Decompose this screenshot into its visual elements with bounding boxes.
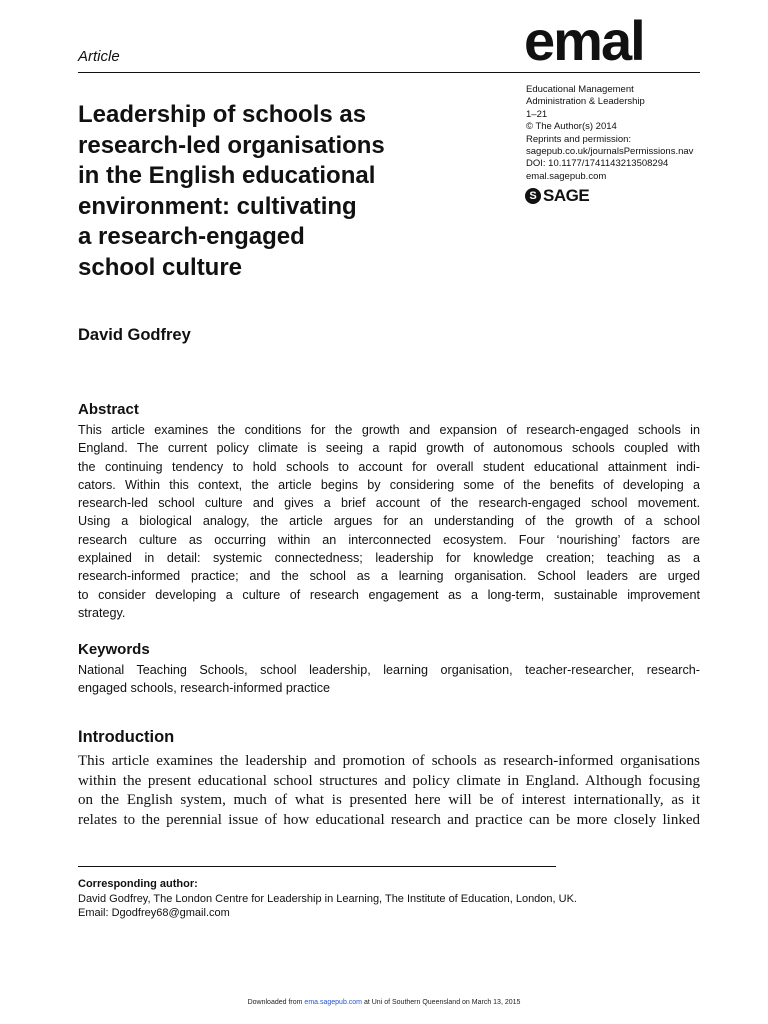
title-line: environment: cultivating <box>78 192 357 220</box>
article-title <box>78 100 478 283</box>
keywords-heading: Keywords <box>78 641 150 658</box>
svg-text:emal: emal <box>524 18 644 66</box>
author-name: David Godfrey <box>78 326 191 344</box>
introduction-text <box>78 752 700 830</box>
corresponding-author-footnote <box>78 877 577 921</box>
abstract-line: England. The current policy climate is seeing a rapid growth of autonomous schools coupled with <box>78 441 700 456</box>
journal-name-line-1: Educational Management <box>526 84 634 95</box>
abstract-line: to consider developing a culture of research engagement as a long-term, sustainable improvement <box>78 587 700 602</box>
emal-logo-icon <box>524 18 702 66</box>
journal-name-line-2: Administration & Leadership <box>526 96 645 108</box>
keywords-text <box>78 661 700 698</box>
header-divider <box>78 72 700 73</box>
corresponding-author-email[interactable]: Email: Dgodfrey68@gmail.com <box>78 907 230 919</box>
abstract-line: explained in detail: systemic connectedness; leadership for knowledge creation; teaching as a <box>78 551 700 566</box>
title-line: in the English educational <box>78 162 376 189</box>
keywords-line: National Teaching Schools, school leadership, learning organisation, teacher-researcher, research- <box>78 663 700 677</box>
abstract-line: This article examines the conditions for the growth and expansion of research-engaged schools in <box>78 423 700 437</box>
introduction-line: relates to the perennial issue of how educational research and practice can be more closely linked <box>78 811 700 828</box>
corresponding-author-label: Corresponding author: <box>78 878 198 890</box>
abstract-line: strategy. <box>78 605 126 620</box>
download-prefix: Downloaded from <box>247 999 303 1006</box>
abstract-line: cators. Within this context, the article begins by considering some of the benefits of developing a <box>78 477 700 492</box>
abstract-line: Using a biological analogy, the article argues for an understanding of the growth of a school <box>78 514 700 529</box>
title-line: school culture <box>78 253 243 281</box>
introduction-heading: Introduction <box>78 728 175 746</box>
abstract-heading: Abstract <box>78 401 139 418</box>
title-line: a research-engaged <box>78 223 305 250</box>
journal-metadata <box>526 84 716 183</box>
copyright: © The Author(s) 2014 <box>526 121 617 133</box>
download-suffix: at Uni of Southern Queensland on March 13, 2015 <box>363 999 521 1006</box>
title-line: research-led organisations <box>78 131 385 159</box>
footnote-divider <box>78 866 556 867</box>
introduction-line: within the present educational school structures and policy climate in England. Although focusing <box>78 772 700 789</box>
publisher-name: SAGE <box>543 186 590 205</box>
publisher-logo <box>525 186 589 206</box>
page-range: 1–21 <box>526 108 548 120</box>
abstract-line: research-informed practice; and the school as a learning organisation. School leaders are urged <box>78 569 700 584</box>
journal-site-link[interactable]: emal.sagepub.com <box>526 170 607 182</box>
download-source-link[interactable]: ema.sagepub.com <box>304 999 363 1006</box>
reprints-label: Reprints and permission: <box>526 133 632 145</box>
corresponding-author-affiliation: David Godfrey, The London Centre for Leadership in Learning, The Institute of Education, London, UK. <box>78 892 577 905</box>
introduction-line: This article examines the leadership and promotion of schools as research-informed organisations <box>78 753 700 769</box>
title-line: Leadership of schools as <box>78 101 367 128</box>
article-type-label: Article <box>78 48 120 65</box>
keywords-line: engaged schools, research-informed practice <box>78 681 331 696</box>
journal-logo <box>524 18 702 66</box>
introduction-line: on the English system, much of what is presented here will be of interest internationally, as it <box>78 792 700 809</box>
abstract-line: research culture as occurring within an interconnected ecosystem. Four ‘nourishing’ factors are <box>78 532 700 547</box>
abstract-line: the continuing tendency to hold schools to account for overall student educational attainment indi- <box>78 459 700 474</box>
abstract-line: research-led school culture and gives a brief account of the research-engaged school movement. <box>78 496 700 511</box>
abstract-text <box>78 421 700 622</box>
doi[interactable]: DOI: 10.1177/1741143213508294 <box>526 158 669 170</box>
sage-logo-icon: S <box>525 188 541 204</box>
download-notice <box>0 999 768 1006</box>
permissions-link[interactable]: sagepub.co.uk/journalsPermissions.nav <box>526 146 694 158</box>
